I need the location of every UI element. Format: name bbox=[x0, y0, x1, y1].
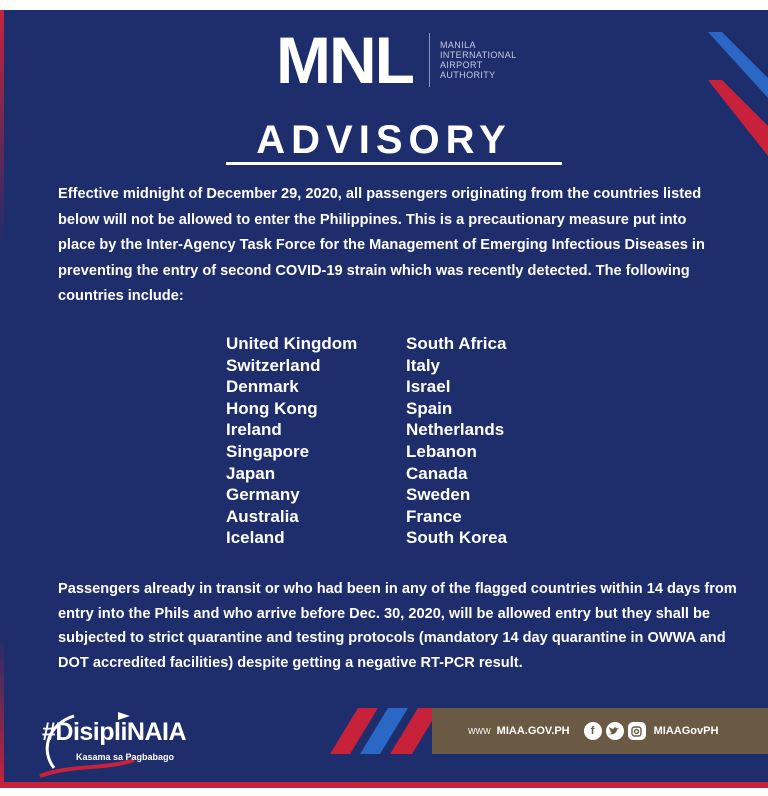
country-item: Lebanon bbox=[406, 441, 477, 461]
logo-mark: MNL bbox=[276, 23, 413, 97]
country-item: Singapore bbox=[226, 441, 310, 461]
www-icon: WWW bbox=[468, 726, 491, 736]
country-item: Hong Kong bbox=[226, 398, 318, 418]
country-item: France bbox=[406, 506, 462, 526]
authority-line: INTERNATIONAL bbox=[439, 50, 517, 60]
country-item: South Africa bbox=[406, 334, 507, 353]
country-item: Netherlands bbox=[406, 420, 505, 440]
hashtag: #DisipliNAIA bbox=[42, 718, 187, 746]
country-column-left bbox=[226, 333, 406, 549]
country-item: South Korea bbox=[406, 528, 508, 548]
country-column-right bbox=[406, 333, 586, 549]
country-list bbox=[226, 333, 586, 549]
logo-divider bbox=[429, 33, 430, 87]
country-item: Canada bbox=[406, 463, 468, 483]
advisory-title: ADVISORY bbox=[256, 118, 512, 162]
footer-links bbox=[468, 708, 718, 754]
website-link[interactable]: MIAA.GOV.PH bbox=[496, 725, 570, 737]
instagram-icon[interactable] bbox=[628, 722, 646, 740]
intro-paragraph: Effective midnight of December 29, 2020, all passengers originating from the countries listed below will not be allowed to enter the Philippines. This is a precautionary measure put into place by the Inter-Agency Task Force for the Management of Emerging Infectious Diseases in preventing the entry of second COVID-19 strain which was recently detected. The following countries include: bbox=[58, 186, 705, 304]
authority-line: AUTHORITY bbox=[439, 70, 496, 80]
authority-line: MANILA bbox=[439, 40, 476, 50]
mnl-logo bbox=[276, 23, 517, 97]
country-item: Sweden bbox=[406, 485, 471, 505]
transit-paragraph: Passengers already in transit or who had been in any of the flagged countries within 14 days from entry into the Phils and who arrive before Dec. 30, 2020, will be allowed entry but they shall be subjected to strict quarantine and testing protocols (mandatory 14 day quarantine in OWWA and DOT accredited facilities) despite getting a negative RT-PCR result. bbox=[58, 581, 737, 671]
country-item: Germany bbox=[226, 485, 300, 505]
country-item: Italy bbox=[406, 355, 441, 375]
top-border bbox=[0, 0, 768, 10]
bottom-border bbox=[0, 788, 768, 796]
authority-name bbox=[440, 40, 517, 80]
country-item: Spain bbox=[406, 398, 453, 418]
title-underline bbox=[226, 162, 562, 165]
country-item: Switzerland bbox=[226, 355, 321, 375]
authority-line: AIRPORT bbox=[439, 60, 483, 70]
country-item: Denmark bbox=[226, 377, 299, 397]
country-item: Australia bbox=[226, 506, 299, 526]
facebook-icon[interactable]: f bbox=[584, 722, 602, 740]
twitter-icon[interactable] bbox=[606, 722, 624, 740]
country-item: Ireland bbox=[226, 420, 282, 440]
advisory-poster bbox=[0, 10, 768, 788]
social-handle[interactable]: MIAAGovPH bbox=[653, 725, 719, 737]
tagline: Kasama sa Pagbabago bbox=[76, 752, 175, 762]
footer-stripes-decoration bbox=[330, 708, 440, 754]
country-item: United Kingdom bbox=[226, 334, 358, 353]
country-item: Israel bbox=[406, 377, 451, 397]
country-item: Iceland bbox=[226, 528, 285, 548]
country-item: Japan bbox=[226, 463, 276, 483]
